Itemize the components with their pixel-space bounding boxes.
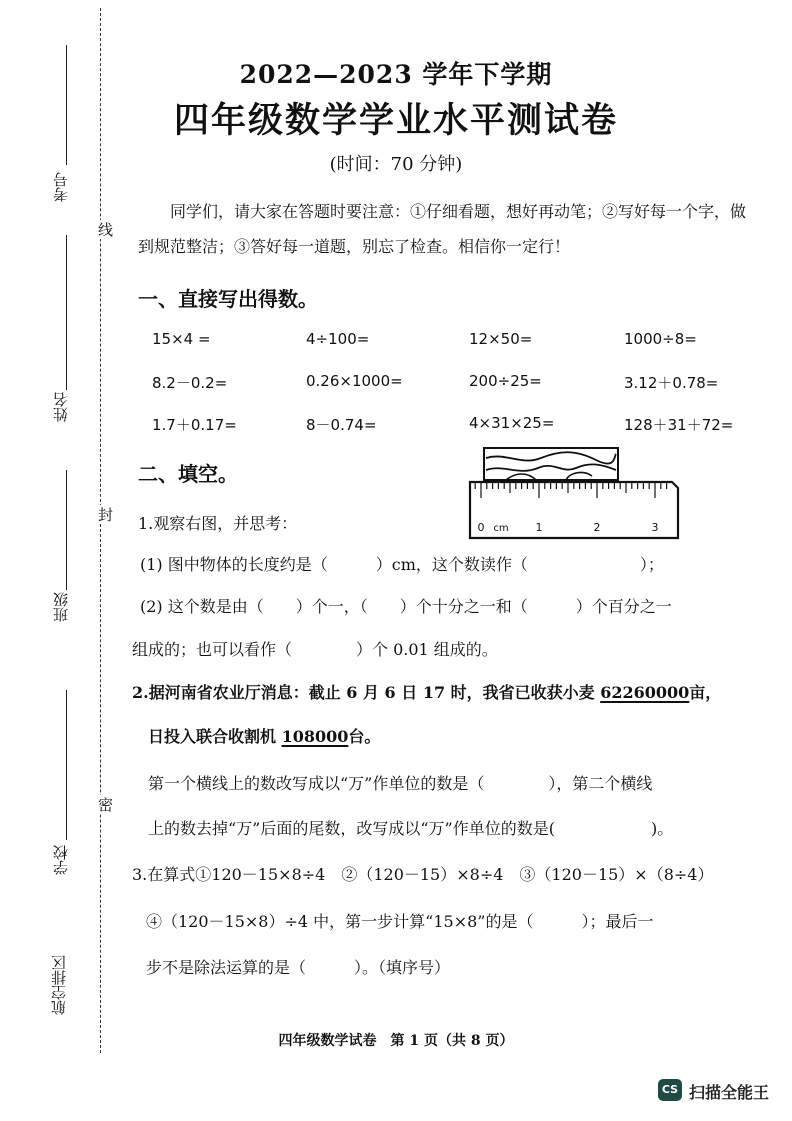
q2-line1-tail: 亩， — [689, 683, 722, 702]
q1-part3: 组成的；也可以看作（ ）个 0.01 组成的。 — [132, 640, 498, 659]
q2-line1-text: 2.据河南省农业厅消息：截止 6 月 6 日 17 时，我省已收获小麦 — [132, 683, 601, 702]
class-line — [66, 470, 67, 590]
q2-line3: 第一个横线上的数改写成以“万”作单位的数是（ ），第二个横线 — [148, 774, 653, 793]
instructions: 同学们，请大家在答题时要注意：①仔细看题，想好再动笔；②写好每一个字，做到规范整洁；③答好每一道题，别忘了检查。相信你一定行！ — [138, 202, 747, 256]
q2-harvester-number: 108000 — [281, 727, 349, 746]
calc-item: 1.7＋0.17= — [152, 416, 237, 434]
q2-line2 — [148, 724, 380, 747]
q3-line3: 步不是除法运算的是（ ）。（填序号） — [146, 958, 451, 977]
q1-stem: 1.观察右图，并思考： — [138, 514, 298, 533]
q2-line2-text: 日投入联合收割机 — [148, 727, 282, 746]
seal-line-char: 线 — [96, 222, 114, 237]
section2-title: 二、填空。 — [138, 462, 238, 486]
seal-seal-char: 封 — [96, 507, 114, 522]
exam-no-label: 考号 — [52, 172, 70, 202]
q3-line1: 3.在算式①120－15×8÷4 ②（120－15）×8÷4 ③（120－15）×（8÷4） — [132, 865, 714, 884]
calc-item: 0.26×1000= — [306, 372, 403, 390]
q2-line1 — [132, 680, 721, 703]
page-footer: 四年级数学试卷 第 1 页（共 8 页） — [278, 1033, 514, 1049]
school-line — [66, 690, 67, 840]
calc-item: 12×50= — [469, 330, 533, 348]
calc-item: 4÷100= — [306, 330, 370, 348]
calc-item: 8.2－0.2= — [152, 374, 228, 392]
section1-title: 一、直接写出得数。 — [138, 287, 318, 311]
exam-year: 2022—2023 学年下学期 — [239, 60, 553, 89]
calc-item: 3.12＋0.78= — [624, 374, 719, 392]
calc-item: 15×4 = — [152, 330, 211, 348]
school-label: 学校 — [52, 845, 70, 875]
calc-item: 200÷25= — [469, 372, 542, 390]
ruler-label-3: 3 — [651, 521, 659, 534]
camscanner-watermark-text: 扫描全能王 — [689, 1083, 770, 1102]
ruler-label-2: 2 — [593, 521, 601, 534]
name-line — [66, 235, 67, 390]
name-label: 姓名 — [52, 392, 70, 422]
ruler-figure — [466, 446, 681, 541]
q3-line2: ④（120－15×8）÷4 中，第一步计算“15×8”的是（ ）；最后一 — [146, 912, 654, 931]
q2-line2-tail: 台。 — [348, 727, 381, 746]
ruler — [470, 482, 678, 538]
calc-item: 4×31×25= — [469, 414, 555, 432]
calc-item: 1000÷8= — [624, 330, 697, 348]
ruler-label-0: 0 — [477, 521, 485, 534]
q1-part2: (2) 这个数是由（ ）个一，（ ）个十分之一和（ ）个百分之一 — [140, 597, 672, 616]
page-title: 四年级数学学业水平测试卷 — [173, 100, 618, 141]
ruler-label-1: 1 — [535, 521, 543, 534]
exam-time: (时间：70 分钟) — [329, 154, 463, 175]
wood-block — [484, 448, 618, 480]
calc-item: 128＋31＋72= — [624, 416, 734, 434]
seal-secret-char: 密 — [96, 797, 114, 812]
class-label: 班级 — [52, 592, 70, 622]
calc-item: 8－0.74= — [306, 416, 377, 434]
ruler-unit: cm — [493, 523, 509, 534]
no-answer-zone-label: 航空排区 — [50, 955, 68, 1015]
q2-wheat-number: 62260000 — [600, 683, 690, 702]
q1-part1: (1) 图中物体的长度约是（ ）cm，这个数读作（ ）； — [140, 555, 664, 574]
camscanner-logo-icon: CS — [658, 1079, 682, 1101]
q2-line4: 上的数去掉“万”后面的尾数，改写成以“万”作单位的数是( )。 — [148, 819, 674, 838]
